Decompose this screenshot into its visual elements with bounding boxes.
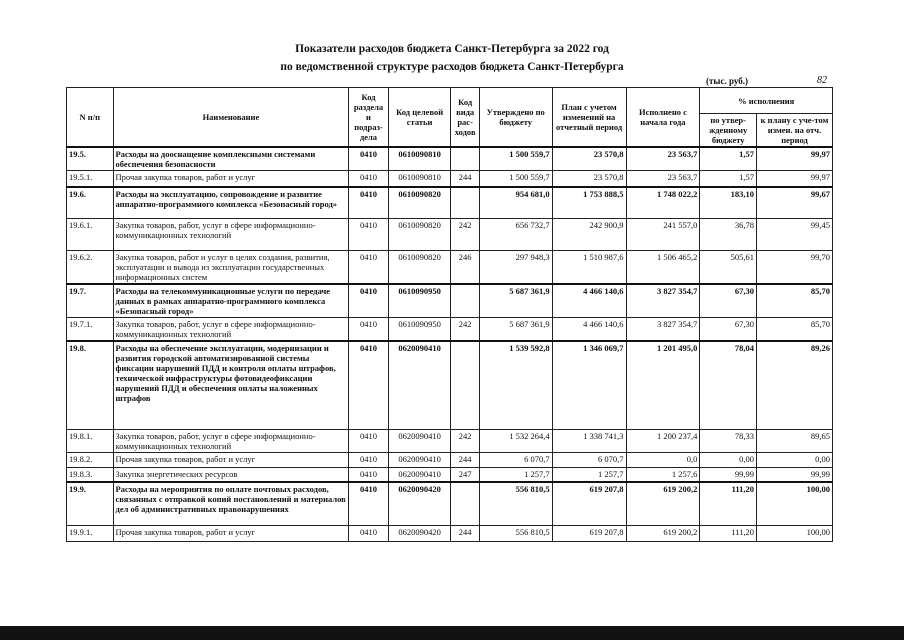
row-pct-approved: 111,20 [700,525,757,541]
row-approved: 1 539 592,8 [479,341,552,429]
col-pct-plan: к плану с уче-том измен. на отч. период [757,114,833,148]
row-number: 19.9.1. [67,525,114,541]
row-razdel-code: 0410 [349,341,388,429]
row-approved: 1 500 559,7 [479,171,552,187]
row-approved: 556 810,5 [479,525,552,541]
row-pct-approved: 67,30 [700,318,757,342]
row-expense-type: 246 [451,251,479,285]
row-target-code: 0620090420 [388,482,451,525]
row-target-code: 0620090420 [388,525,451,541]
row-pct-plan: 99,70 [757,251,833,285]
row-number: 19.7. [67,284,114,318]
row-executed: 1 201 495,0 [626,341,700,429]
row-executed: 619 200,2 [626,525,700,541]
row-number: 19.5. [67,147,114,171]
row-executed: 1 200 237,4 [626,429,700,452]
row-approved: 1 257,7 [479,467,552,482]
col-num: N п/п [67,88,114,148]
row-approved: 5 687 361,9 [479,318,552,342]
row-expense-type: 242 [451,318,479,342]
row-executed: 1 257,6 [626,467,700,482]
row-plan: 1 346 069,7 [552,341,626,429]
row-executed: 241 557,0 [626,219,700,251]
row-number: 19.8.2. [67,452,114,467]
row-number: 19.6.1. [67,219,114,251]
row-executed: 23 563,7 [626,147,700,171]
row-approved: 954 681,0 [479,187,552,219]
row-target-code: 0620090410 [388,341,451,429]
row-executed: 1 748 022,2 [626,187,700,219]
title-line-1: Показатели расходов бюджета Санкт-Петербурга за 2022 год [295,43,609,55]
row-pct-plan: 85,70 [757,318,833,342]
table-row [67,482,833,525]
row-approved: 6 070,7 [479,452,552,467]
table-row [67,341,833,429]
row-pct-plan: 85,70 [757,284,833,318]
row-target-code: 0610090820 [388,251,451,285]
row-plan: 1 510 987,6 [552,251,626,285]
row-razdel-code: 0410 [349,482,388,525]
row-razdel-code: 0410 [349,187,388,219]
row-plan: 4 466 140,6 [552,318,626,342]
row-target-code: 0610090820 [388,219,451,251]
row-executed: 3 827 354,7 [626,284,700,318]
row-pct-plan: 89,26 [757,341,833,429]
row-razdel-code: 0410 [349,219,388,251]
row-pct-approved: 0,00 [700,452,757,467]
row-plan: 23 570,8 [552,171,626,187]
row-pct-approved: 78,33 [700,429,757,452]
table-row [67,147,833,171]
row-name: Расходы на мероприятия по оплате почтовых расходов, связанных с отправкой копий постановлений и материалов дел об административных правонарушениях [113,482,349,525]
row-pct-approved: 78,04 [700,341,757,429]
row-expense-type [451,187,479,219]
row-pct-plan: 100,00 [757,525,833,541]
row-expense-type: 244 [451,452,479,467]
row-expense-type: 247 [451,467,479,482]
row-plan: 242 900,9 [552,219,626,251]
row-name: Прочая закупка товаров, работ и услуг [113,171,349,187]
row-plan: 4 466 140,6 [552,284,626,318]
row-plan: 6 070,7 [552,452,626,467]
row-number: 19.8.1. [67,429,114,452]
row-target-code: 0610090950 [388,284,451,318]
row-name: Прочая закупка товаров, работ и услуг [113,452,349,467]
row-approved: 556 810,5 [479,482,552,525]
table-row [67,187,833,219]
row-number: 19.6.2. [67,251,114,285]
row-name: Прочая закупка товаров, работ и услуг [113,525,349,541]
row-target-code: 0620090410 [388,429,451,452]
row-pct-plan: 0,00 [757,452,833,467]
row-number: 19.8.3. [67,467,114,482]
row-target-code: 0610090820 [388,187,451,219]
row-razdel-code: 0410 [349,429,388,452]
row-razdel-code: 0410 [349,525,388,541]
row-executed: 1 506 465,2 [626,251,700,285]
table-row [67,318,833,342]
row-razdel-code: 0410 [349,467,388,482]
col-razdel: Код раздела и подраз-дела [349,88,388,148]
row-name: Расходы на обеспечение эксплуатации, модернизации и развития городской автоматизированной системы фиксации нарушений ПДД и контроля оплаты штрафов, технической инфраструктуры фотовидеофиксации нарушений ПДД и обеспечения оплаты наложенных штрафов [113,341,349,429]
row-name: Закупка энергетических ресурсов [113,467,349,482]
row-pct-plan: 100,00 [757,482,833,525]
row-plan: 1 257,7 [552,467,626,482]
row-razdel-code: 0410 [349,171,388,187]
table-row [67,467,833,482]
table-row [67,452,833,467]
row-number: 19.6. [67,187,114,219]
col-approved: Утверждено по бюджету [479,88,552,148]
row-expense-type: 242 [451,429,479,452]
row-approved: 1 500 559,7 [479,147,552,171]
row-plan: 619 207,8 [552,482,626,525]
table-row [67,429,833,452]
row-razdel-code: 0410 [349,318,388,342]
row-plan: 1 753 888,5 [552,187,626,219]
table-row [67,171,833,187]
row-expense-type: 242 [451,219,479,251]
row-name: Закупка товаров, работ и услуг в целях создания, развития, эксплуатации и вывода из эксплуатации государственных информационных систем [113,251,349,285]
row-pct-approved: 183,10 [700,187,757,219]
row-pct-approved: 111,20 [700,482,757,525]
col-tselevoy: Код целевой статьи [388,88,451,148]
row-target-code: 0610090810 [388,171,451,187]
row-target-code: 0610090810 [388,147,451,171]
row-pct-plan: 99,99 [757,467,833,482]
row-pct-approved: 67,30 [700,284,757,318]
table-row [67,525,833,541]
row-approved: 5 687 361,9 [479,284,552,318]
row-razdel-code: 0410 [349,251,388,285]
row-expense-type [451,284,479,318]
row-pct-approved: 36,78 [700,219,757,251]
row-expense-type [451,341,479,429]
row-target-code: 0610090950 [388,318,451,342]
row-pct-approved: 1,57 [700,171,757,187]
col-pct-approved: по утвер-жденному бюджету [700,114,757,148]
table-row [67,284,833,318]
row-number: 19.8. [67,341,114,429]
row-number: 19.9. [67,482,114,525]
row-expense-type: 244 [451,525,479,541]
scan-edge [0,626,904,640]
row-executed: 23 563,7 [626,171,700,187]
row-expense-type [451,482,479,525]
col-pct-group: % исполнения [700,88,833,114]
row-pct-plan: 99,97 [757,171,833,187]
row-approved: 656 732,7 [479,219,552,251]
row-name: Закупка товаров, работ, услуг в сфере информационно-коммуникационных технологий [113,318,349,342]
row-expense-type [451,147,479,171]
row-pct-plan: 89,65 [757,429,833,452]
row-pct-approved: 1,57 [700,147,757,171]
row-plan: 23 570,8 [552,147,626,171]
row-name: Закупка товаров, работ, услуг в сфере информационно-коммуникационных технологий [113,219,349,251]
row-expense-type: 244 [451,171,479,187]
table-header [67,88,833,148]
row-razdel-code: 0410 [349,147,388,171]
row-name: Расходы на эксплуатацию, сопровождение и развитие аппаратно-программного комплекса «Безопасный город» [113,187,349,219]
row-razdel-code: 0410 [349,284,388,318]
row-approved: 297 948,3 [479,251,552,285]
row-number: 19.7.1. [67,318,114,342]
row-pct-approved: 505,61 [700,251,757,285]
title-line-2: по ведомственной структуре расходов бюджета Санкт-Петербурга [280,61,624,73]
row-number: 19.5.1. [67,171,114,187]
row-executed: 619 200,2 [626,482,700,525]
row-razdel-code: 0410 [349,452,388,467]
units-label: (тыс. руб.) [706,76,748,86]
page-number: 82 [817,75,827,86]
table-row [67,219,833,251]
table-row [67,251,833,285]
row-name: Закупка товаров, работ, услуг в сфере информационно-коммуникационных технологий [113,429,349,452]
row-plan: 619 207,8 [552,525,626,541]
table-body [67,147,833,541]
row-name: Расходы на телекоммуникационные услуги по передаче данных в рамках аппаратно-программного комплекса «Безопасный город» [113,284,349,318]
col-name: Наименование [113,88,349,148]
row-pct-plan: 99,45 [757,219,833,251]
col-plan: План с учетом изменений на отчетный период [552,88,626,148]
row-pct-plan: 99,67 [757,187,833,219]
document-title [0,40,904,76]
row-target-code: 0620090410 [388,467,451,482]
row-pct-approved: 99,99 [700,467,757,482]
row-executed: 0,0 [626,452,700,467]
col-vid: Код вида рас-ходов [451,88,479,148]
row-name: Расходы на дооснащение комплексными системами обеспечения безопасности [113,147,349,171]
row-pct-plan: 99,97 [757,147,833,171]
col-executed: Исполнено с начала года [626,88,700,148]
expenses-table [66,87,833,542]
row-plan: 1 338 741,3 [552,429,626,452]
row-approved: 1 532 264,4 [479,429,552,452]
row-target-code: 0620090410 [388,452,451,467]
row-executed: 3 827 354,7 [626,318,700,342]
